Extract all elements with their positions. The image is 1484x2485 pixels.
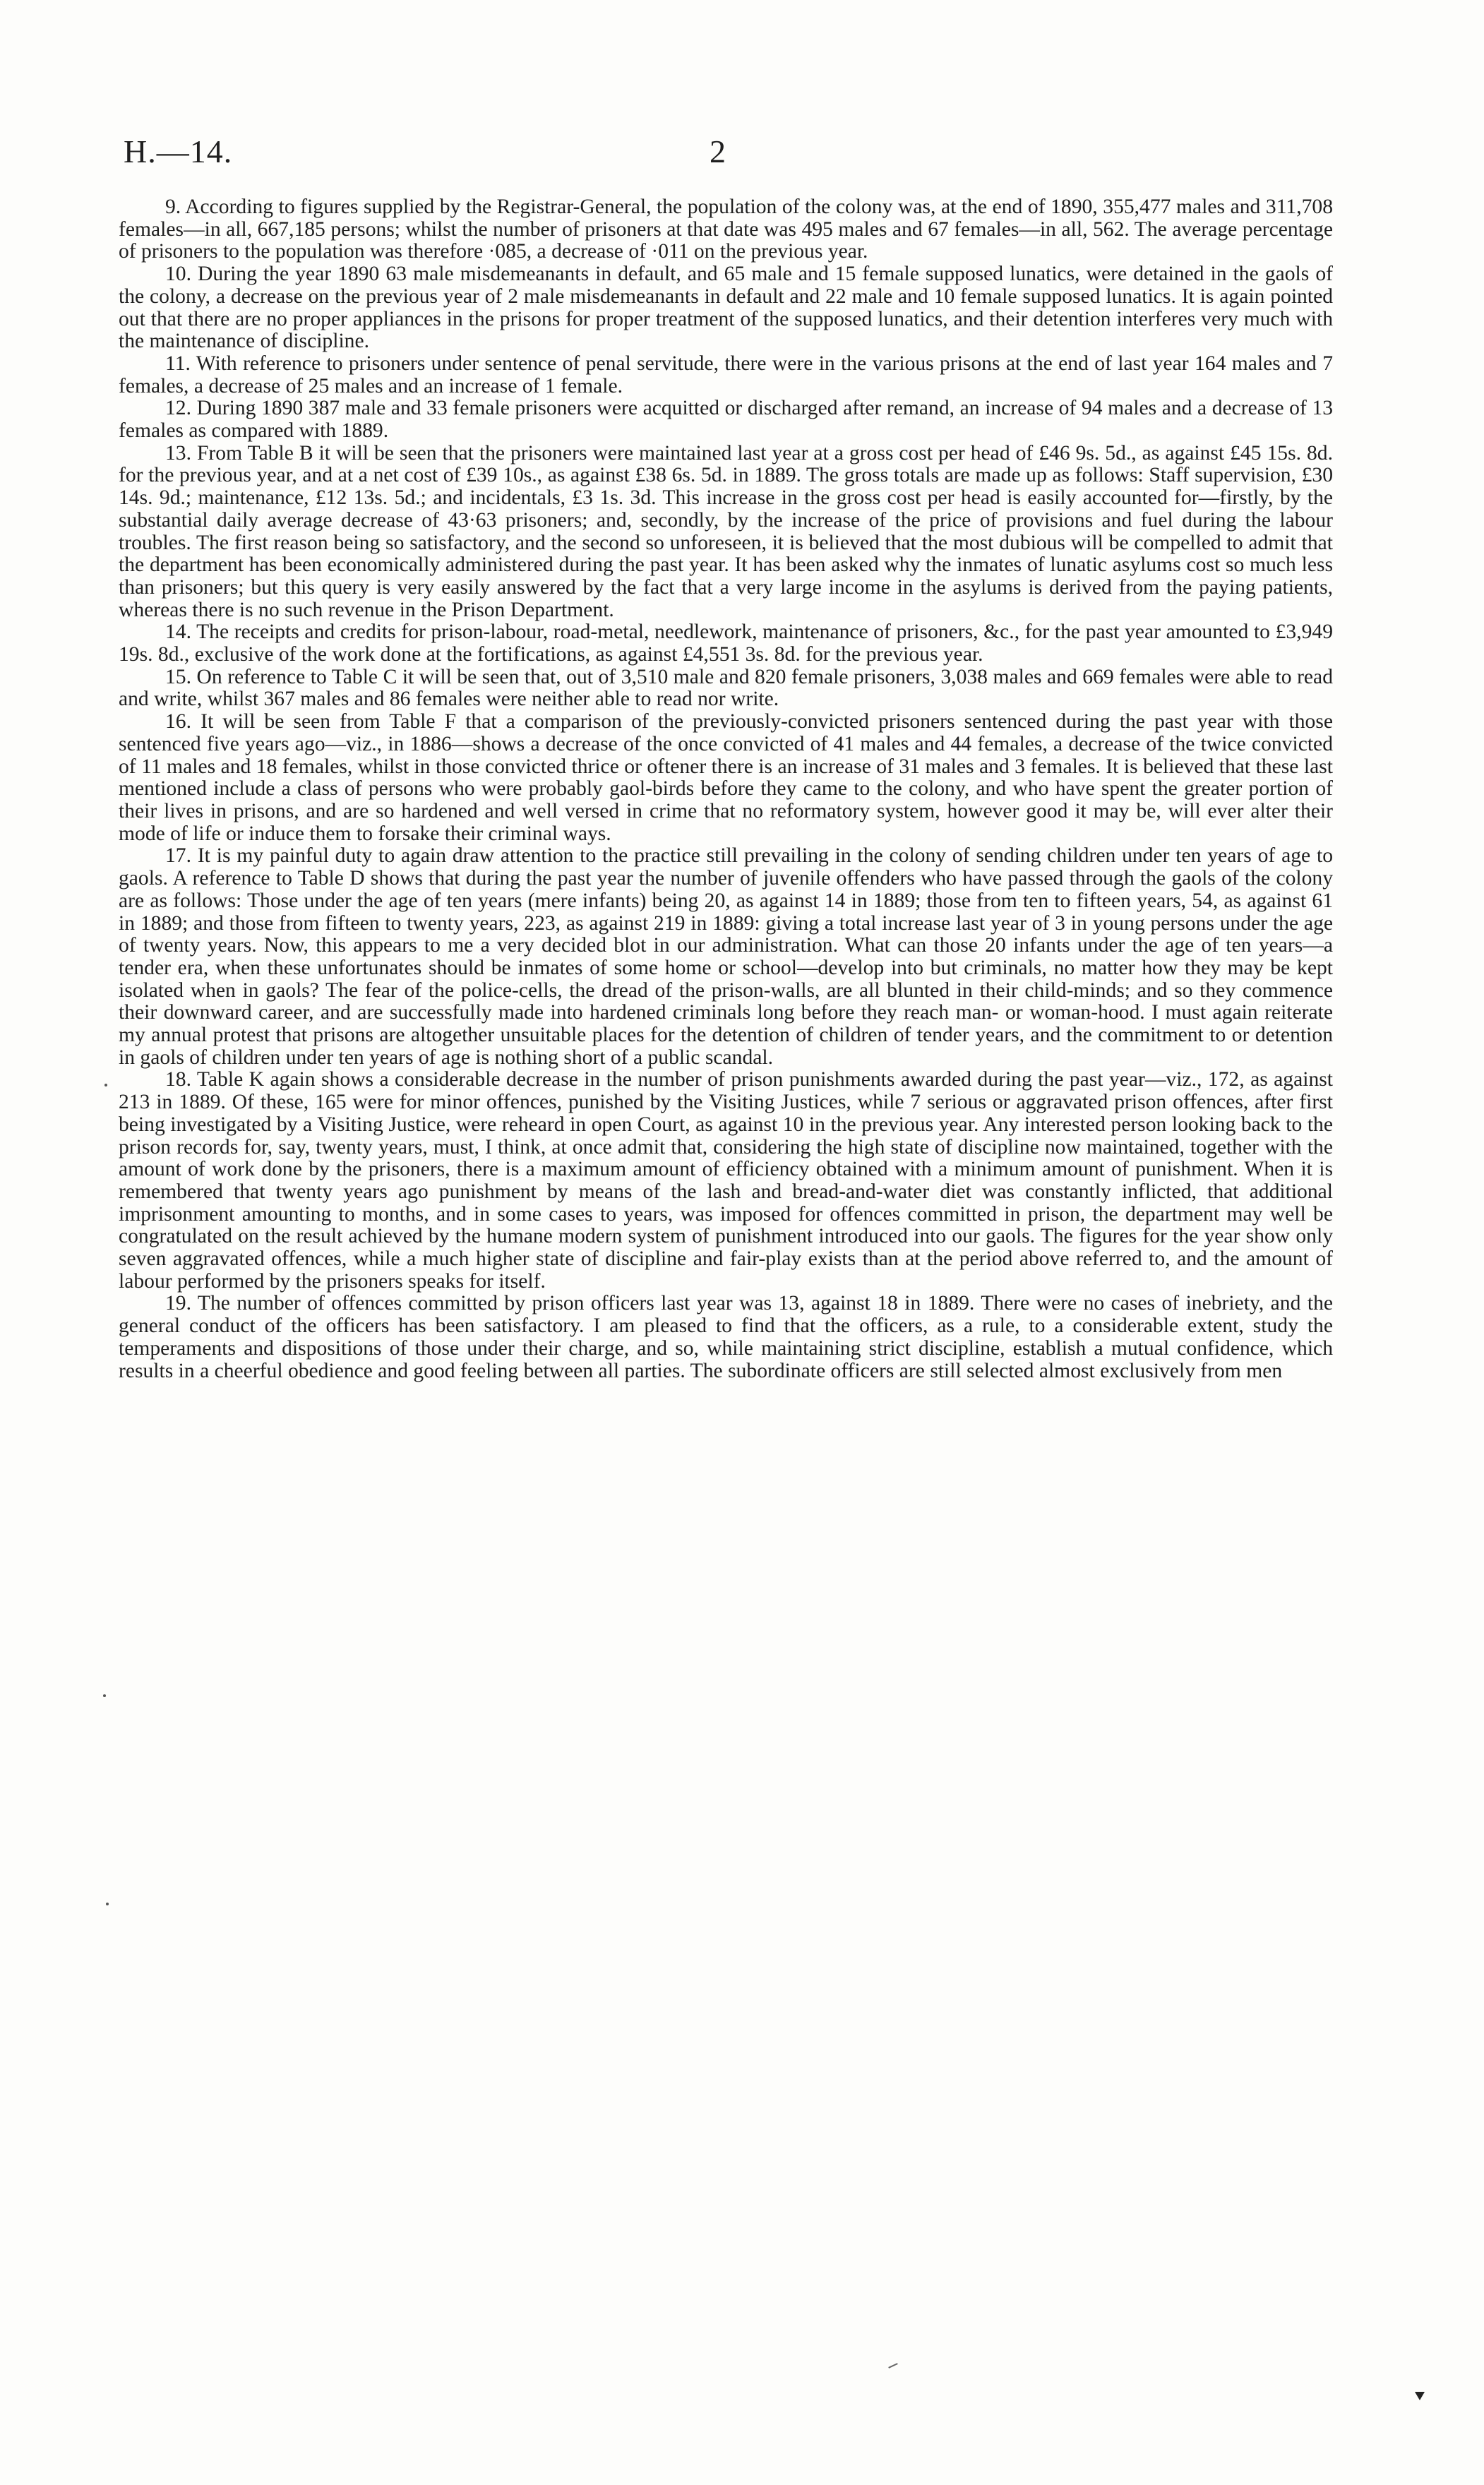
paragraph-15: 15. On reference to Table C it will be seen that, out of 3,510 male and 820 female prisoners, 3,038 males and 669 females were able to read and write, whilst 367 males and 86 females were neither able to read nor write. <box>119 665 1333 711</box>
scan-arrow-mark <box>1415 2392 1425 2400</box>
paragraph-18: 18. Table K again shows a considerable decrease in the number of prison punishments awarded during the past year—viz., 172, as against 213 in 1889. Of these, 165 were for minor offences, punished by the Visiting Justices, while 7 serious or aggravated prison offences, after first being investigated by a Visiting Justice, were reheard in open Court, as against 10 in the previous year. Any interested person looking back to the prison records for, say, twenty years, must, I think, at once admit that, considering the high state of discipline now maintained, together with the amount of work done by the prisoners, there is a maximum amount of efficiency obtained with a minimum amount of punishment. When it is remembered that twenty years ago punishment by means of the lash and bread-and-water diet was constantly inflicted, that additional imprisonment amounting to months, and in some cases to years, was imposed for offences committed in prison, the department may well be congratulated on the result achieved by the humane modern system of punishment introduced into our gaols. The figures for the year show only seven aggravated offences, while a much higher state of discipline and fair-play exists than at the period above referred to, and the amount of labour performed by the prisoners speaks for itself. <box>119 1068 1333 1293</box>
paragraph-16: 16. It will be seen from Table F that a comparison of the previously-convicted prisoners sentenced during the past year with those sentenced five years ago—viz., in 1886—shows a decrease of the once convicted of 41 males and 44 females, a decrease of the twice convicted of 11 males and 18 females, whilst in those convicted thrice or oftener there is an increase of 31 males and 3 females. It is believed that these last mentioned include a class of persons who were probably gaol-birds before they came to the colony, and who have spent the greater portion of their lives in prisons, and are so hardened and well versed in crime that no reformatory system, however good it may be, will ever alter their mode of life or induce them to forsake their criminal ways. <box>119 710 1333 845</box>
document-reference: H.—14. <box>124 133 233 169</box>
scan-mark <box>888 2363 898 2369</box>
scan-speck <box>106 1903 109 1905</box>
paragraph-14: 14. The receipts and credits for prison-labour, road-metal, needlework, maintenance of prisoners, &c., for the past year amounted to £3,949 19s. 8d., exclusive of the work done at the fortifications, as against £4,551 3s. 8d. for the previous year. <box>119 621 1333 666</box>
paragraph-10: 10. During the year 1890 63 male misdemeanants in default, and 65 male and 15 female supposed lunatics, were detained in the gaols of the colony, a decrease on the previous year of 2 male misdemeanants in default and 22 male and 10 female supposed lunatics. It is again pointed out that there are no proper appliances in the prisons for proper treatment of the supposed lunatics, and their detention interferes very much with the maintenance of discipline. <box>119 263 1333 353</box>
paragraph-13: 13. From Table B it will be seen that the prisoners were maintained last year at a gross cost per head of £46 9s. 5d., as against £45 15s. 8d. for the previous year, and at a net cost of £39 10s., as against £38 6s. 5d. in 1889. The gross totals are made up as follows: Staff supervision, £30 14s. 9d.; maintenance, £12 13s. 5d.; and incidentals, £3 1s. 3d. This increase in the gross cost per head is easily accounted for—firstly, by the substantial daily average decrease of 43·63 prisoners; and, secondly, by the increase of the price of provisions and fuel during the labour troubles. The first reason being so satisfactory, and the second so unforeseen, it is believed that the most dubious will be compelled to admit that the department has been economically administered during the past year. It has been asked why the inmates of lunatic asylums cost so much less than prisoners; but this query is very easily answered by the fact that a very large income in the asylums is derived from the paying patients, whereas there is no such revenue in the Prison Department. <box>119 441 1333 621</box>
paragraph-19: 19. The number of offences committed by prison officers last year was 13, against 18 in 1889. There were no cases of inebriety, and the general conduct of the officers has been satisfactory. I am pleased to find that the officers, as a rule, to a considerable extent, study the temperaments and dispositions of those under their charge, and so, while maintaining strict discipline, establish a mutual confidence, which results in a cheerful obedience and good feeling between all parties. The subordinate officers are still selected almost exclusively from men <box>119 1292 1333 1382</box>
paragraph-17: 17. It is my painful duty to again draw attention to the practice still prevailing in the colony of sending children under ten years of age to gaols. A reference to Table D shows that during the past year the number of juvenile offenders who have passed through the gaols of the colony are as follows: Those under the age of ten years (mere infants) being 20, as against 14 in 1889; those from ten to fifteen years, 54, as against 61 in 1889; and those from fifteen to twenty years, 223, as against 219 in 1889: giving a total increase last year of 3 in young persons under the age of twenty years. Now, this appears to me a very decided blot in our administration. What can those 20 infants under the age of ten years—a tender era, when these unfortunates should be inmates of some home or school—develop into but criminals, no matter how they may be kept isolated when in gaols? The fear of the police-cells, the dread of the prison-walls, are all blunted in their child-minds; and so they commence their downward career, and are successfully made into hardened criminals long before they reach man- or woman-hood. I must again reiterate my annual protest that prisons are altogether unsuitable places for the detention of children of tender years, and the commitment to or detention in gaols of children under ten years of age is nothing short of a public scandal. <box>119 844 1333 1069</box>
paragraph-9: 9. According to figures supplied by the Registrar-General, the population of the colony was, at the end of 1890, 355,477 males and 311,708 females—in all, 667,185 persons; whilst the number of prisoners at that date was 495 males and 67 females—in all, 562. The average percentage of prisoners to the population was therefore ·085, a decrease of ·011 on the previous year. <box>119 196 1333 263</box>
page-number: 2 <box>710 133 726 169</box>
scan-speck <box>103 1694 106 1697</box>
paragraph-11: 11. With reference to prisoners under sentence of penal servitude, there were in the various prisons at the end of last year 164 males and 7 females, a decrease of 25 males and an increase of 1 female. <box>119 352 1333 397</box>
scan-speck <box>104 1084 107 1086</box>
paragraph-12: 12. During 1890 387 male and 33 female prisoners were acquitted or discharged after remand, an increase of 94 males and a decrease of 13 females as compared with 1889. <box>119 397 1333 443</box>
report-body <box>119 196 1333 1382</box>
page-header <box>124 133 1338 175</box>
